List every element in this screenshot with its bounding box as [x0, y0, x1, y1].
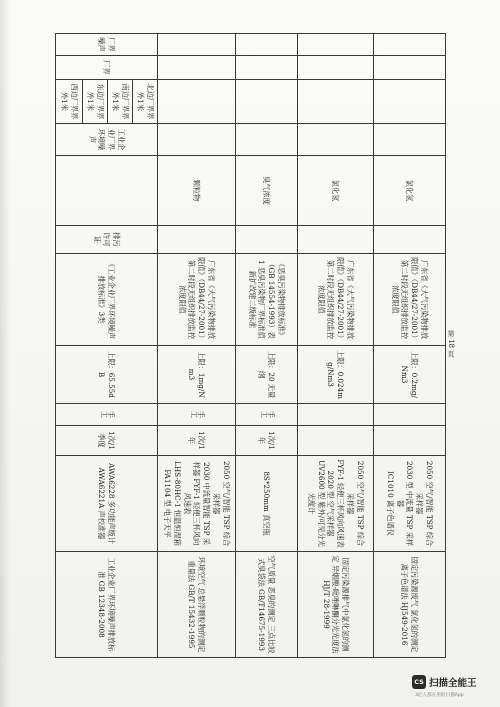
limit-cell: 上限：20 无量纲 — [236, 346, 298, 404]
method-text: 手工 — [190, 410, 206, 420]
instrument-line: 2050 空气/智能 TSP 综合采样器 — [345, 460, 365, 547]
camscanner-watermark — [412, 673, 496, 703]
limit-cell: 上限：0.024mg/Nm3 — [298, 346, 374, 404]
standard-cell: 广东省《大气污染物排放限值》（DB44/27-2001）第二时段无组织排放监控浓度限值 — [158, 254, 236, 346]
pollutant-cell: 氯化氢 — [298, 156, 374, 226]
watermark-subtitle: 3亿人都在用的扫描App — [415, 693, 464, 698]
method-cell — [236, 404, 298, 426]
limit-cell: 上限：1mg/Nm3 — [158, 346, 236, 404]
pollutant-cell: 颗粒物 — [158, 156, 236, 226]
instrument-line: FYF-1 轻便三杯风向风速表 — [336, 459, 346, 548]
pollutant-cell: 臭气浓度 — [236, 156, 298, 226]
scan-edge-shadow — [0, 0, 10, 707]
limit-cell: 上限：65.55dB — [56, 346, 158, 404]
instrument-cell — [158, 456, 236, 552]
monitoring-point-cell: 北边厂界界外1米 — [133, 80, 158, 124]
standard-cell: 广东省《大气污染物排放限值》（DB44/27-2001）第二时段无组织排放监控浓度限值 — [298, 254, 374, 346]
page-number: 第 18 页 — [447, 330, 455, 358]
analysis-method-cell: 环境空气 总悬浮颗粒物的测定 重量法 GB/T 15432-1995 — [158, 552, 236, 658]
monitoring-table — [55, 33, 446, 658]
instrument-line: AWA6228 多功能声级计 — [107, 463, 117, 544]
rotated-monitoring-table — [56, 33, 446, 657]
instrument-line: LHS-80HC-1 恒温恒湿箱 — [172, 461, 182, 546]
monitoring-point-cell: 东边厂界界外1米 — [83, 80, 108, 124]
monitoring-point-cell: 西边厂界界外1米 — [56, 80, 83, 124]
table-row — [374, 34, 446, 658]
frequency-cell: 1次/1季度 — [56, 426, 158, 456]
analysis-method-cell: 固定污染源排气中氯化氢的测定 异烟酸-吡唑啉酮分光光度法 HJ/T 28-1999 — [298, 552, 374, 658]
frequency-cell: 1次/1年 — [236, 426, 298, 456]
table-row — [298, 34, 374, 658]
method-text: 手工 — [100, 410, 116, 420]
frequency-cell: 1次/1年 — [158, 426, 236, 456]
standard-cell: 广东省《大气污染物排放限值》（DB44/27-2001）第二时段无组织排放监控浓度限值 — [374, 254, 446, 346]
instrument-cell — [374, 456, 446, 552]
instrument-cell: 8S*250mm 真空瓶 — [236, 456, 298, 552]
permit-item-cell: 排污许可证 — [56, 226, 158, 254]
instrument-line: IC1010 离子色谱仪 — [385, 471, 395, 536]
instrument-line: 2020 型 空气采样器 — [326, 470, 336, 537]
limit-cell: 上限：0.2mg/Nm3 — [374, 346, 446, 404]
instrument-cell — [298, 456, 374, 552]
instrument-line: UV2600 型 紫外/可见分光光度计 — [307, 460, 326, 547]
standard-cell: 《恶臭污染物排放标准》（GB 14554-1993）表 1 恶臭污染物厂界标准值新扩改建二级标准 — [236, 254, 298, 346]
instrument-line: AWA6221A 声校准器 — [97, 467, 107, 540]
method-cell — [56, 404, 158, 426]
watermark-title: 扫描全能王 — [429, 678, 477, 689]
instrument-line: 2030 型 中流量 TSP 采样器 — [395, 460, 415, 547]
monitoring-point-cell: 南边厂界界外1米 — [108, 80, 133, 124]
camscanner-logo-icon: CS — [412, 675, 426, 689]
noise-pollutant-cell: 工业企业厂界环境噪声 — [56, 124, 158, 156]
method-cell — [158, 404, 236, 426]
noise-group-cell: 厂界 — [56, 56, 158, 80]
table-row — [158, 34, 236, 658]
table-row — [133, 34, 158, 658]
instrument-line: 2050 空气/智能 TSP 综合采样器 — [415, 460, 434, 547]
analysis-method-cell: 工业企业厂界环境噪声排放标准 GB 12348-2008 — [56, 552, 158, 658]
standard-cell: 《工业企业厂界环境噪声排放标准》3类 — [56, 254, 158, 346]
method-text: 手工 — [260, 410, 276, 420]
analysis-method-cell: 空气质量 恶臭的测定 三点比较式臭袋法 GB/T14675-1993 — [236, 552, 298, 658]
instrument-line: 2050 空气/智能 TSP 综合采样器 — [211, 460, 231, 547]
pollutant-cell: 氯化氢 — [374, 156, 446, 226]
instrument-line: 2030 中流量智能 TSP 采样器 FYF-1 轻便三杯风向风速表 — [182, 461, 212, 546]
instrument-cell — [56, 456, 158, 552]
instrument-line: FA1104 型 电子天平 — [163, 469, 173, 538]
noise-category-cell: 厂界噪声 — [56, 34, 158, 56]
analysis-method-cell: 固定污染源废气 氯化氢的测定 离子色谱法 HJ549-2016 — [374, 552, 446, 658]
table-row — [236, 34, 298, 658]
